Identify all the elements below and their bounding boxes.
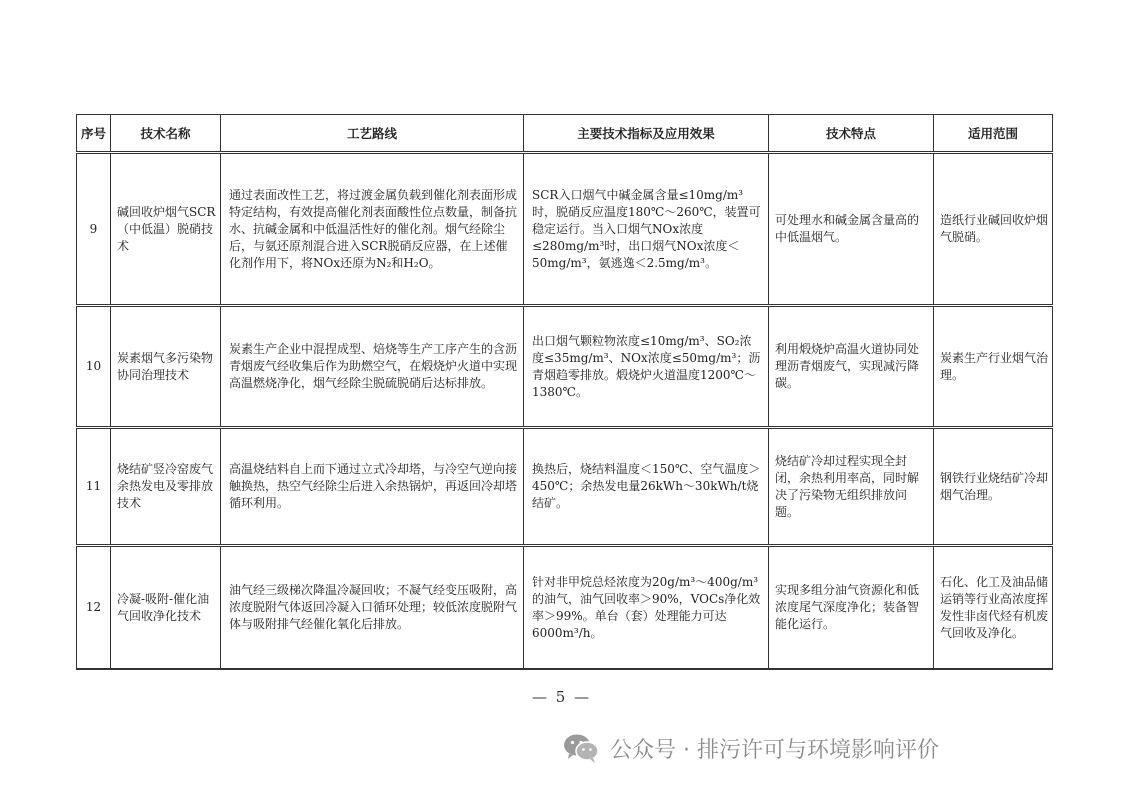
table-row [77,546,1053,670]
row-scope: 钢铁行业烧结矿冷却烟气治理。 [940,470,1049,502]
row-scope: 炭素生产行业烟气治理。 [940,350,1049,382]
row-scope: 石化、化工及油品储运销等行业高浓度挥发性非卤代烃有机废气回收及净化。 [940,574,1049,640]
row-process: 油气经三级梯次降温冷凝回收；不凝气经变压吸附，高浓度脱附气体返回冷凝入口循环处理；较低浓度脱附气体与吸附排气经催化氧化后排放。 [229,583,518,631]
header-scope: 适用范围 [934,115,1053,153]
watermark-text: 公众号 · 排污许可与环境影响评价 [610,737,939,763]
row-name: 碱回收炉烟气SCR（中低温）脱硝技术 [117,204,216,253]
row-spec: 换热后，烧结料温度＜150℃、空气温度＞450℃；余热发电量26kWh～30kWh/t烧结矿。 [532,462,761,510]
row-feature: 实现多组分油气资源化和低浓度尾气深度净化；装备智能化运行。 [775,583,920,631]
header-name: 技术名称 [111,115,221,153]
row-scope: 造纸行业碱回收炉烟气脱硝。 [940,213,1049,244]
row-feature: 利用煅烧炉高温火道协同处理沥青烟废气，实现减污降碳。 [775,342,920,390]
table-row [77,306,1053,428]
page-number: — 5 — [531,688,592,706]
table-row [77,428,1053,546]
row-seq: 9 [89,221,98,236]
table-header-row [77,115,1053,153]
row-name: 炭素烟气多污染物协同治理技术 [117,350,214,382]
row-seq: 12 [85,600,102,614]
row-name: 冷凝-吸附-催化油气回收净化技术 [117,591,210,623]
header-feature: 技术特点 [769,115,934,153]
row-process: 高温烧结料自上而下通过立式冷却塔，与冷空气逆向接触换热，热空气经除尘后进入余热锅炉，再返回冷却塔循环利用。 [229,462,518,510]
table-row [77,153,1053,306]
row-process: 通过表面改性工艺，将过渡金属负载到催化剂表面形成特定结构，有效提高催化剂表面酸性位点数量，制备抗水、抗碱金属和中低温活性好的催化剂。烟气经除尘后，与氨还原剂混合进入SCR脱硝反应器，在上述催化剂作用下，将NOx还原为N₂和H₂O。 [229,187,518,270]
header-process: 工艺路线 [221,115,524,153]
header-spec: 主要技术指标及应用效果 [524,115,769,153]
row-process: 炭素生产企业中混捏成型、焙烧等生产工序产生的含沥青烟废气经收集后作为助燃空气，在煅烧炉火道中实现高温燃烧净化，烟气经除尘脱硫脱硝后达标排放。 [229,342,518,390]
row-spec: 出口烟气颗粒物浓度≤10mg/m³、SO₂浓度≤35mg/m³、NOx浓度≤50mg/m³；沥青烟趋零排放。煅烧炉火道温度1200℃～1380℃。 [532,333,761,399]
row-name: 烧结矿竖冷窑废气余热发电及零排放技术 [117,462,214,510]
row-feature: 可处理水和碱金属含量高的中低温烟气。 [775,213,920,244]
wechat-icon [562,732,600,764]
row-seq: 10 [85,359,102,373]
watermark [562,728,939,768]
row-spec: SCR入口烟气中碱金属含量≤10mg/m³时，脱硝反应温度180℃～260℃，装置可稳定运行。当入口烟气NOx浓度≤280mg/m³时，出口烟气NOx浓度＜50mg/m³，氨逃逸＜2.5mg/m³。 [532,187,761,270]
technology-table [76,114,1053,670]
row-spec: 针对非甲烷总烃浓度为20g/m³～400g/m³的油气，油气回收率＞90%，VOCs净化效率＞99%。单台（套）处理能力可达6000m³/h。 [532,574,761,640]
row-feature: 烧结矿冷却过程实现全封闭，余热利用率高，同时解决了污染物无组织排放问题。 [775,453,920,519]
header-seq: 序号 [77,115,111,153]
row-seq: 11 [85,479,102,493]
